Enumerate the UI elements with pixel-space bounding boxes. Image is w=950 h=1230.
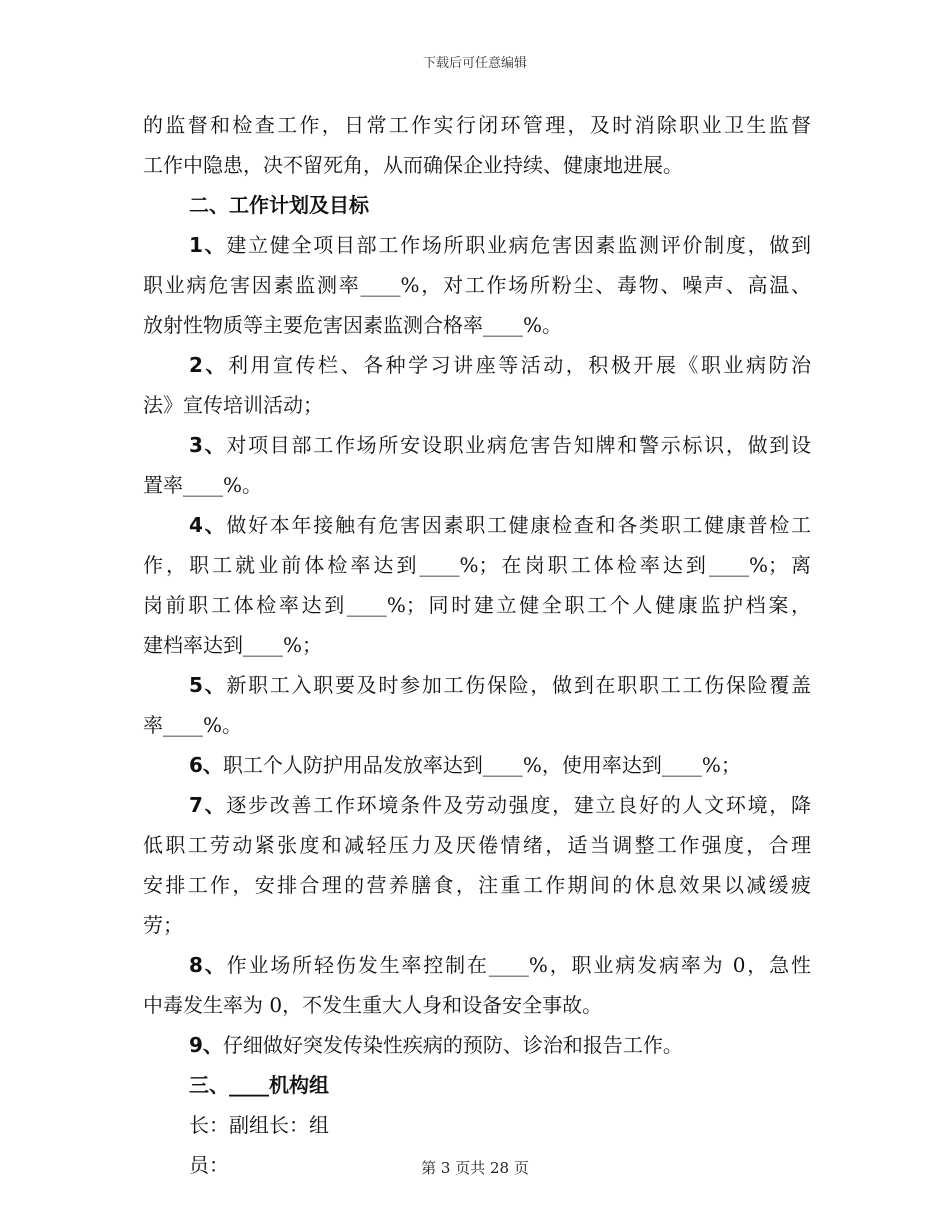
item-number: 8、 bbox=[189, 953, 227, 977]
list-item: 6、职工个人防护用品发放率达到____%，使用率达到____%； bbox=[189, 753, 741, 777]
paragraph-line: 职业病危害因素监测率____%，对工作场所粉尘、毒物、噪声、高温、 bbox=[143, 273, 811, 297]
paragraph-line: 安排工作，安排合理的营养膳食，注重工作期间的休息效果以减缓疲 bbox=[143, 873, 811, 897]
paragraph-line: 作，职工就业前体检率达到____%；在岗职工体检率达到____%；离 bbox=[143, 553, 811, 577]
list-item: 4、做好本年接触有危害因素职工健康检查和各类职工健康普检工 bbox=[189, 513, 812, 537]
paragraph-line: 员： bbox=[189, 1153, 229, 1177]
page-footer: 第 3 页共 28 页 bbox=[421, 1159, 529, 1177]
list-item: 5、新职工入职要及时参加工伤保险，做到在职职工工伤保险覆盖 bbox=[189, 673, 812, 697]
paragraph-line: 劳； bbox=[143, 913, 183, 937]
document-body bbox=[143, 105, 811, 1185]
item-number: 3、 bbox=[189, 433, 227, 457]
list-item: 1、建立健全项目部工作场所职业病危害因素监测评价制度，做到 bbox=[189, 233, 812, 257]
list-item: 2、利用宣传栏、各种学习讲座等活动，积极开展《职业病防治 bbox=[189, 353, 812, 377]
page-header: 下载后可任意编辑 bbox=[422, 56, 527, 71]
section-heading: 二、工作计划及目标 bbox=[189, 193, 369, 217]
section-heading: 三、____机构组 bbox=[189, 1073, 329, 1097]
paragraph-line: 工作中隐患，决不留死角，从而确保企业持续、健康地进展。 bbox=[143, 153, 683, 177]
paragraph-line: 低职工劳动紧张度和减轻压力及厌倦情绪，适当调整工作强度，合理 bbox=[143, 833, 811, 857]
paragraph-line: 岗前职工体检率达到____%；同时建立健全职工个人健康监护档案， bbox=[143, 593, 811, 617]
list-item: 3、对项目部工作场所安设职业病危害告知牌和警示标识，做到设 bbox=[189, 433, 812, 457]
paragraph-line: 法》宣传培训活动； bbox=[143, 393, 323, 417]
item-number: 6、 bbox=[189, 753, 223, 777]
paragraph-line: 建档率达到____%； bbox=[143, 633, 323, 657]
item-number: 5、 bbox=[189, 673, 227, 697]
item-number: 1、 bbox=[189, 233, 227, 257]
paragraph-line: 置率____%。 bbox=[143, 473, 263, 497]
paragraph-line: 的监督和检查工作，日常工作实行闭环管理，及时消除职业卫生监督 bbox=[143, 113, 811, 137]
paragraph-line: 中毒发生率为 0，不发生重大人身和设备安全事故。 bbox=[143, 993, 603, 1017]
item-number: 7、 bbox=[189, 793, 227, 817]
item-number: 2、 bbox=[189, 353, 228, 377]
paragraph-line: 长：副组长：组 bbox=[189, 1113, 329, 1137]
item-number: 9、 bbox=[189, 1033, 223, 1057]
list-item: 9、仔细做好突发传染性疾病的预防、诊治和报告工作。 bbox=[189, 1033, 683, 1057]
list-item: 8、作业场所轻伤发生率控制在____%，职业病发病率为 0，急性 bbox=[189, 953, 811, 977]
item-number: 4、 bbox=[189, 513, 227, 537]
list-item: 7、逐步改善工作环境条件及劳动强度，建立良好的人文环境，降 bbox=[189, 793, 812, 817]
paragraph-line: 率____%。 bbox=[143, 713, 243, 737]
paragraph-line: 放射性物质等主要危害因素监测合格率____%。 bbox=[143, 313, 563, 337]
